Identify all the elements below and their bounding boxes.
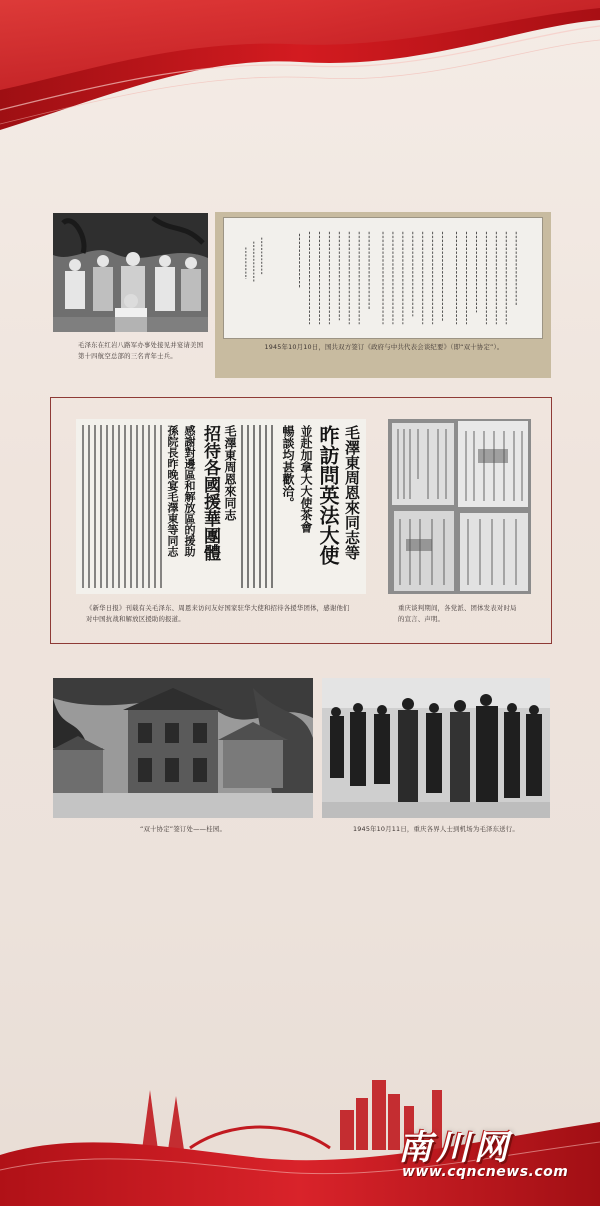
headline-col-1: 毛澤東周恩來同志等 [343, 425, 361, 560]
headline-col-3: 並赴加拿大大使茶會 [299, 425, 313, 533]
caption-guiyuan: “双十协定”签订处——桂园。 [139, 825, 227, 833]
headline-col-2: 昨訪問英法大使 [316, 425, 340, 565]
headline-col-4: 暢談均甚歡洽。 [281, 425, 295, 509]
photo-newspaper-pages [388, 419, 531, 594]
caption-mao-with-soldiers: 毛泽东在红岩八路军办事处接见并宴请美国第十四航空总部的三名青年士兵。 [78, 341, 204, 360]
caption-newspaper-pages: 重庆谈判期间，各党派、团体发表对时局的宣言、声明。 [398, 604, 517, 623]
photo-mao-with-soldiers [53, 213, 208, 332]
photo-guiyuan [53, 678, 313, 818]
top-red-banner [0, 0, 600, 160]
headline-col-5: 毛澤東周恩來同志 [223, 425, 237, 521]
photo-xinhua-daily-clip [76, 419, 366, 594]
headline-col-8: 孫院長昨晚宴毛澤東等同志 [166, 425, 179, 557]
caption-xinhua-daily-clip: 《新华日报》刊载有关毛泽东、周恩来访问友好国家驻华大使和招待各援华团体，感谢他们对中国抗战和解放区援助的报道。 [86, 604, 350, 623]
headline-col-6: 招待各國援華團體 [200, 425, 220, 561]
body-text-block-a [241, 425, 277, 588]
photo-airport-farewell [322, 678, 550, 818]
site-logo-name: 南川网 [398, 1128, 512, 1168]
photo-double-tenth-agreement [223, 217, 543, 339]
press-frame [50, 397, 552, 644]
site-logo-url: www.cqncnews.com [402, 1164, 569, 1180]
site-logo [392, 1120, 592, 1190]
caption-double-tenth-agreement: 1945年10月10日，国共双方签订《政府与中共代表会谈纪要》（即“双十协定”）。 [264, 343, 504, 351]
caption-airport-farewell: 1945年10月11日，重庆各界人士到机场为毛泽东送行。 [353, 825, 519, 833]
agreement-panel [215, 212, 551, 378]
body-text-block-b [82, 425, 162, 588]
headline-col-7: 感謝對邊區和解放區的援助 [183, 425, 196, 557]
